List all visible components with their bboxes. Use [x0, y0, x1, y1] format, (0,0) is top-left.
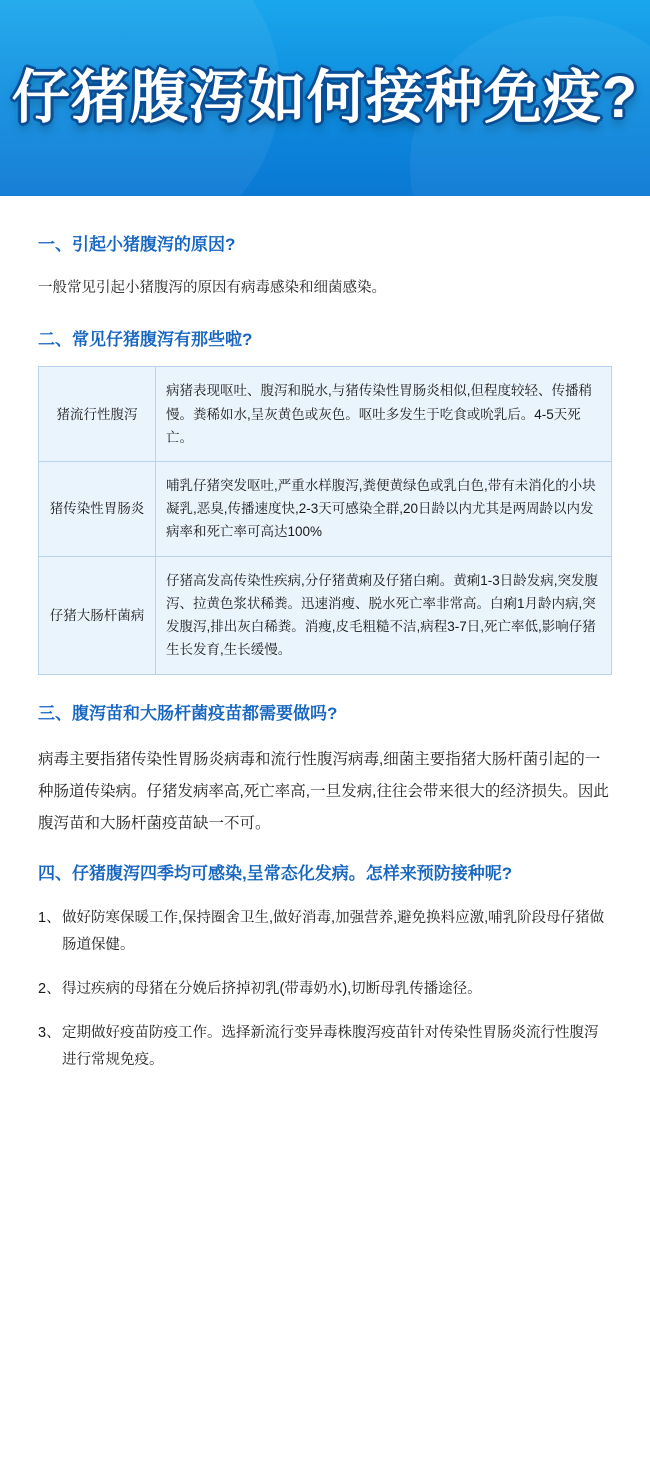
- table-cell-disease-name: 猪流行性腹泻: [39, 367, 156, 462]
- list-item: [38, 1020, 612, 1075]
- table-cell-disease-name: 猪传染性胃肠炎: [39, 462, 156, 557]
- prevention-steps-list: [38, 905, 612, 1075]
- list-item: [38, 976, 612, 1004]
- table-cell-disease-desc: 病猪表现呕吐、腹泻和脱水,与猪传染性胃肠炎相似,但程度较轻、传播稍慢。粪稀如水,呈灰黄色或灰色。呕吐多发生于吃食或吮乳后。4-5天死亡。: [156, 367, 612, 462]
- table-cell-disease-desc: 仔猪高发高传染性疾病,分仔猪黄痢及仔猪白痢。黄痢1-3日龄发病,突发腹泻、拉黄色浆状稀粪。迅速消瘦、脱水死亡率非常高。白痢1月龄内病,突发腹泻,排出灰白稀粪。消瘦,皮毛粗糙不洁,病程3-7日,死亡率低,影响仔猪生长发育,生长缓慢。: [156, 556, 612, 674]
- list-item-number: 2、: [38, 980, 61, 997]
- disease-table: [38, 366, 612, 674]
- article-body: [0, 196, 650, 1131]
- table-cell-disease-desc: 哺乳仔猪突发呕吐,严重水样腹泻,粪便黄绿色或乳白色,带有未消化的小块凝乳,恶臭,传播速度快,2-3天可感染全群,20日龄以内尤其是两周龄以内发病率和死亡率可高达100%: [156, 462, 612, 557]
- table-row: [39, 556, 612, 674]
- table-row: [39, 462, 612, 557]
- table-cell-disease-name: 仔猪大肠杆菌病: [39, 556, 156, 674]
- section-heading-4: 四、仔猪腹泻四季均可感染,呈常态化发病。怎样来预防接种呢?: [38, 864, 513, 884]
- section-paragraph-1: 一般常见引起小猪腹泻的原因有病毒感染和细菌感染。: [38, 279, 386, 296]
- section-heading-3: 三、腹泻苗和大肠杆菌疫苗都需要做吗?: [38, 703, 338, 723]
- section-heading-1: 一、引起小猪腹泻的原因?: [38, 235, 236, 254]
- section-heading-2: 二、常见仔猪腹泻有那些啦?: [38, 329, 253, 349]
- list-item-text: 得过疾病的母猪在分娩后挤掉初乳(带毒奶水),切断母乳传播途径。: [62, 980, 482, 997]
- list-item: [38, 905, 612, 960]
- list-item-number: 3、: [38, 1024, 61, 1041]
- list-item-number: 1、: [38, 909, 61, 926]
- header-banner: [0, 0, 650, 196]
- section-paragraph-3: 病毒主要指猪传染性胃肠炎病毒和流行性腹泻病毒,细菌主要指猪大肠杆菌引起的一种肠道传染病。仔猪发病率高,死亡率高,一旦发病,往往会带来很大的经济损失。因此腹泻苗和大肠杆菌疫苗缺一不可。: [38, 751, 609, 832]
- list-item-text: 做好防寒保暖工作,保持圈舍卫生,做好消毒,加强营养,避免换料应激,哺乳阶段母仔猪做肠道保健。: [62, 909, 605, 954]
- page-title: 仔猪腹泻如何接种免疫?: [11, 64, 639, 130]
- table-row: [39, 367, 612, 462]
- list-item-text: 定期做好疫苗防疫工作。选择新流行变异毒株腹泻疫苗针对传染性胃肠炎流行性腹泻进行常规免疫。: [62, 1024, 599, 1069]
